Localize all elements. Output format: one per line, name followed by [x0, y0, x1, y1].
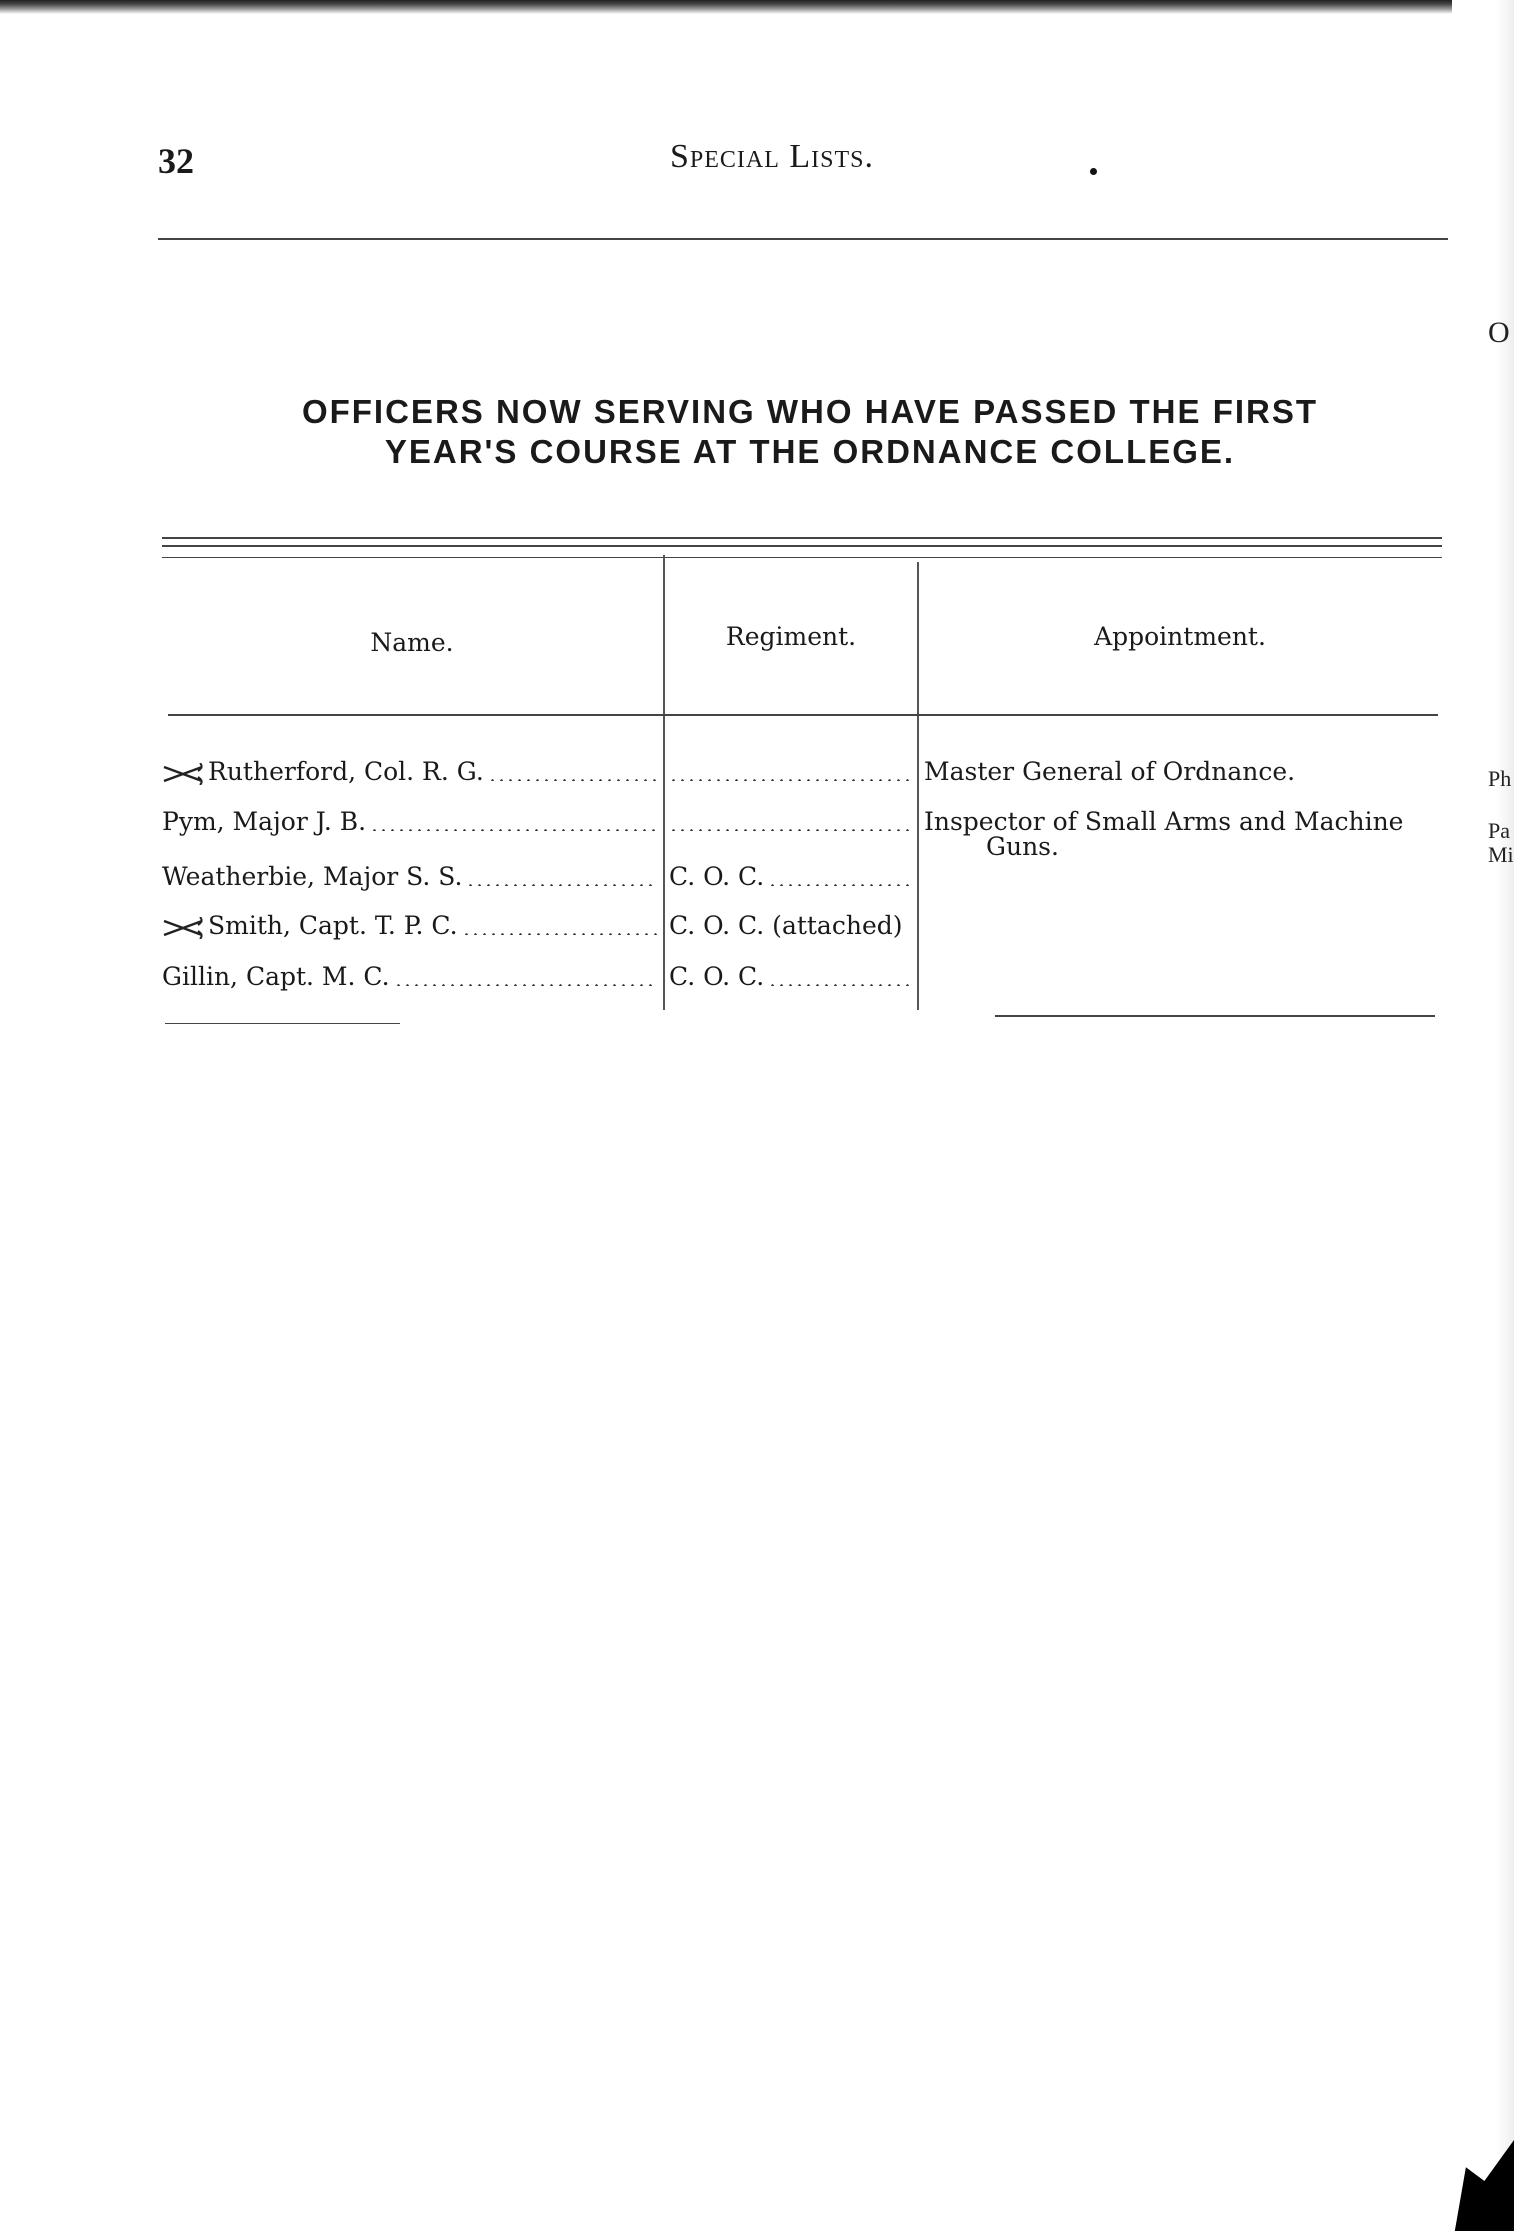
crossed-swords-icon	[162, 917, 206, 939]
table-bottom-rule	[995, 1015, 1435, 1017]
table-top-rule-1	[162, 537, 1442, 539]
column-header-name: Name.	[370, 628, 454, 657]
dot-leader	[466, 884, 658, 886]
edge-fragment-2: Ph	[1488, 766, 1512, 791]
officer-name: Smith, Capt. T. P. C.	[208, 911, 458, 940]
table-row-name	[162, 757, 484, 787]
officer-name: Rutherford, Col. R. G.	[208, 757, 484, 786]
table-row-name	[162, 862, 462, 892]
table-row-regiment: C. O. C. (attached)	[669, 911, 903, 940]
officer-name: Weatherbie, Major S. S.	[162, 862, 463, 891]
edge-fragment-4: Mi	[1488, 842, 1514, 867]
column-divider-1	[663, 555, 665, 1010]
dot-leader	[669, 829, 912, 831]
dot-leader	[488, 779, 658, 781]
page-number: 32	[158, 141, 194, 181]
table-row-name	[162, 962, 390, 992]
header-rule	[158, 238, 1448, 240]
table-row-appointment: Master General of Ordnance.	[924, 757, 1296, 786]
officer-name: Gillin, Capt. M. C.	[162, 962, 390, 991]
table-row-name	[162, 911, 458, 941]
table-bottom-short-rule	[165, 1023, 400, 1024]
table-row-appointment-continuation: Guns.	[986, 832, 1059, 861]
table-top-rule-2	[162, 545, 1442, 547]
edge-fragment-1: O	[1488, 316, 1510, 349]
dot-leader	[370, 829, 658, 831]
table-row-regiment: C. O. C.	[669, 962, 765, 991]
header-bottom-rule	[168, 714, 1438, 716]
table-row-regiment: C. O. C.	[669, 862, 765, 891]
section-title-line-1: OFFICERS NOW SERVING WHO HAVE PASSED THE FIRST	[301, 393, 1319, 430]
dot-leader	[462, 933, 658, 935]
crossed-swords-icon	[162, 763, 206, 785]
column-header-appointment: Appointment.	[1094, 622, 1266, 651]
running-head: Special Lists.	[670, 138, 875, 175]
column-header-regiment: Regiment.	[725, 622, 857, 651]
edge-fragment-3: Pa	[1488, 818, 1510, 843]
section-title	[160, 392, 1460, 472]
dot-leader	[669, 779, 912, 781]
column-divider-2	[917, 562, 919, 1010]
dot-leader	[394, 984, 658, 986]
dot-leader	[768, 984, 912, 986]
dot-leader	[768, 884, 912, 886]
stray-dot	[1090, 168, 1097, 175]
scan-shadow-top	[0, 0, 1514, 14]
section-title-line-2: YEAR'S COURSE AT THE ORDNANCE COLLEGE.	[384, 433, 1236, 470]
table-row-name	[162, 807, 366, 837]
table-top-rule-3	[162, 557, 1442, 558]
table-row-appointment: Inspector of Small Arms and Machine	[924, 807, 1404, 836]
officer-name: Pym, Major J. B.	[162, 807, 367, 836]
